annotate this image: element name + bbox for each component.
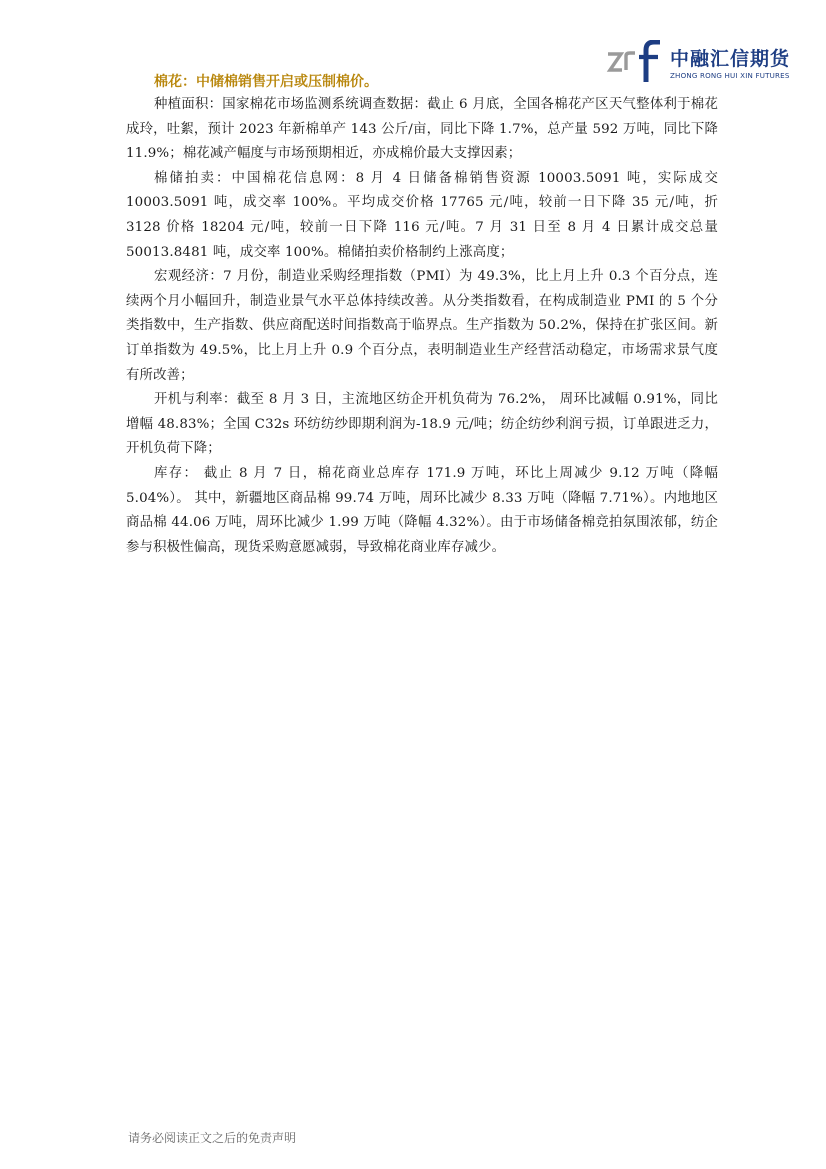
paragraph-inventory: 库存： 截止 8 月 7 日，棉花商业总库存 171.9 万吨，环比上周减少 9.12 万吨（降幅 5.04%）。 其中，新疆地区商品棉 99.74 万吨，周环比减少 8.33 万吨（降幅 7.71%）。内地地区商品棉 44.06 万吨，周环比减少 1.99 万吨（降幅 4.32%）。由于市场储备棉竞拍氛围浓郁，纺企参与积极性偏高，现货采购意愿减弱，导致棉花商业库存减少。: [126, 465, 718, 555]
footer-disclaimer: 请务必阅读正文之后的免责声明: [128, 1131, 297, 1145]
logo-chinese-name: 中融汇信期货: [670, 48, 791, 70]
paragraph-planting-area: 种植面积：国家棉花市场监测系统调查数据：截止 6 月底，全国各棉花产区天气整体利于棉花成玲，吐絮，预计 2023 年新棉单产 143 公斤/亩，同比下降 1.7%，总产量 592 万吨，同比下降 11.9%；棉花减产幅度与市场预期相近，亦成棉价最大支撑因素；: [126, 97, 718, 162]
paragraph-reserve-auction: 棉储拍卖：中国棉花信息网：8 月 4 日储备棉销售资源 10003.5091 吨，实际成交 10003.5091 吨，成交率 100%。平均成交价格 17765 元/吨，较前一日下降 35 元/吨，折 3128 价格 18204 元/吨，较前一日下降 116 元/吨。7 月 31 日至 8 月 4 日累计成交总量 50013.8481 吨，成交率 100%。棉储拍卖价格制约上涨高度；: [126, 170, 718, 260]
section-title: 棉花：中储棉销售开启或压制棉价。: [154, 74, 378, 90]
paragraph-macro-economy: 宏观经济：7 月份，制造业采购经理指数（PMI）为 49.3%，比上月上升 0.3 个百分点，连续两个月小幅回升，制造业景气水平总体持续改善。从分类指数看，在构成制造业 PMI 的 5 个分类指数中，生产指数、供应商配送时间指数高于临界点。生产指数为 50.2%，保持在扩张区间。新订单指数为 49.5%，比上月上升 0.9 个百分点，表明制造业生产经营活动稳定，市场需求景气度有所改善；: [126, 269, 718, 383]
paragraph-operating-rate: 开机与利率：截至 8 月 3 日，主流地区纺企开机负荷为 76.2%， 周环比减幅 0.91%，同比增幅 48.83%；全国 C32s 环纺纺纱即期利润为-18.9 元/吨；纺企纺纱利润亏损，订单跟进乏力，开机负荷下降；: [126, 392, 718, 457]
report-content: [126, 71, 718, 560]
logo-english-name: ZHONG RONG HUI XIN FUTURES: [670, 71, 790, 80]
